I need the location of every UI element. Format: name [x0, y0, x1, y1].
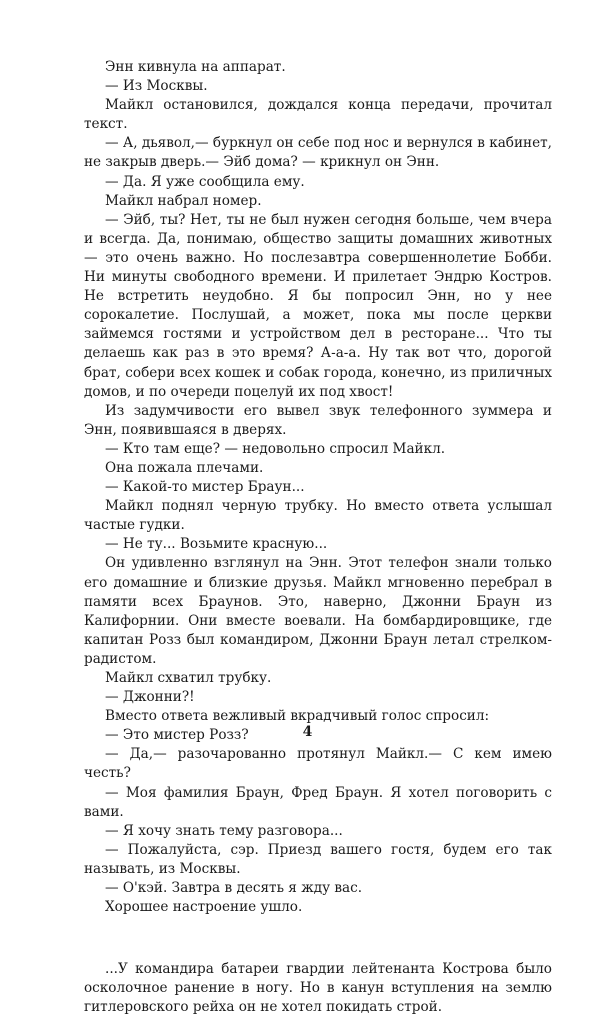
paragraph-22: — Пожалуйста, сэр. Приезд вашего гостя, будем его так называть, из Москвы.: [84, 841, 552, 877]
paragraph-17: Вместо ответа вежливый вкрадчивый голос спросил:: [105, 708, 490, 725]
paragraph-7: — Эйб, ты? Нет, ты не был нужен сегодня больше, чем вчера и всегда. Да, понимаю, общество защиты домашних животных — это очень важно. Но послезавтра совершеннолетие Бобби. Ни минуты свободного времени. И прилетает Эндрю Костров. Не встретить неудобно. Я бы попросил Энн, но у нее сорокалетие. Послушай, а может, пока мы после церкви займемся гостями и устройством дел в ресторане... Что ты делаешь как раз в это время? А-а-а. Ну так вот что, дорогой брат, собери всех кошек и собак города, конечно, из приличных домов, и по очереди поцелуй их под хвост!: [84, 211, 552, 400]
paragraph-24: Хорошее настроение ушло.: [105, 899, 303, 916]
page-text: [84, 58, 552, 1018]
paragraph-9: — Кто там еще? — недовольно спросил Майкл.: [105, 440, 446, 457]
paragraph-8: Из задумчивости его вывел звук телефонного зуммера и Энн, появившаяся в дверях.: [84, 402, 552, 438]
paragraph-11: — Какой-то мистер Браун...: [105, 479, 305, 496]
paragraph-14: Он удивленно взглянул на Энн. Этот телефон знали только его домашние и близкие друзья. Майкл мгновенно перебрал в памяти всех Браунов. Это, наверно, Джонни Браун из Калифорнии. Они вместе воевали. На бомбардировщике, где капитан Розз был командиром, Джонни Браун летал стрелком-радистом.: [84, 555, 552, 667]
paragraph-20: — Моя фамилия Браун, Фред Браун. Я хотел поговорить с вами.: [84, 784, 552, 820]
paragraph-12: Майкл поднял черную трубку. Но вместо ответа услышал частые гудки.: [84, 498, 552, 534]
paragraph-16: — Джонни?!: [105, 689, 195, 706]
paragraph-5: — Да. Я уже сообщила ему.: [105, 173, 305, 190]
paragraph-18: — Это мистер Розз?: [105, 727, 249, 744]
paragraph-15: Майкл схватил трубку.: [105, 670, 272, 686]
paragraph-6: Майкл набрал номер.: [105, 192, 262, 209]
section-break: [84, 917, 552, 960]
closing-paragraph: ...У командира батареи гвардии лейтенанта Кострова было осколочное ранение в ногу. Но в канун вступления на землю гитлеровского рейха он не хотел покидать строй.: [84, 961, 552, 1016]
paragraph-10: Она пожала плечами.: [105, 459, 264, 476]
paragraph-3: Майкл остановился, дождался конца передачи, прочитал текст.: [84, 97, 552, 133]
page-number: 4: [302, 724, 313, 740]
paragraph-19: — Да,— разочарованно протянул Майкл.— С кем имею честь?: [84, 746, 552, 782]
paragraph-1: Энн кивнула на аппарат.: [105, 59, 286, 75]
paragraph-2: — Из Москвы.: [105, 78, 208, 95]
paragraph-21: — Я хочу знать тему разговора...: [105, 822, 343, 839]
paragraph-13: — Не ту... Возьмите красную...: [105, 536, 328, 553]
paragraph-23: — О'кэй. Завтра в десять я жду вас.: [105, 880, 363, 897]
paragraph-4: — А, дьявол,— буркнул он себе под нос и вернулся в кабинет, не закрыв дверь.— Эйб дома? — крикнул он Энн.: [84, 135, 552, 171]
